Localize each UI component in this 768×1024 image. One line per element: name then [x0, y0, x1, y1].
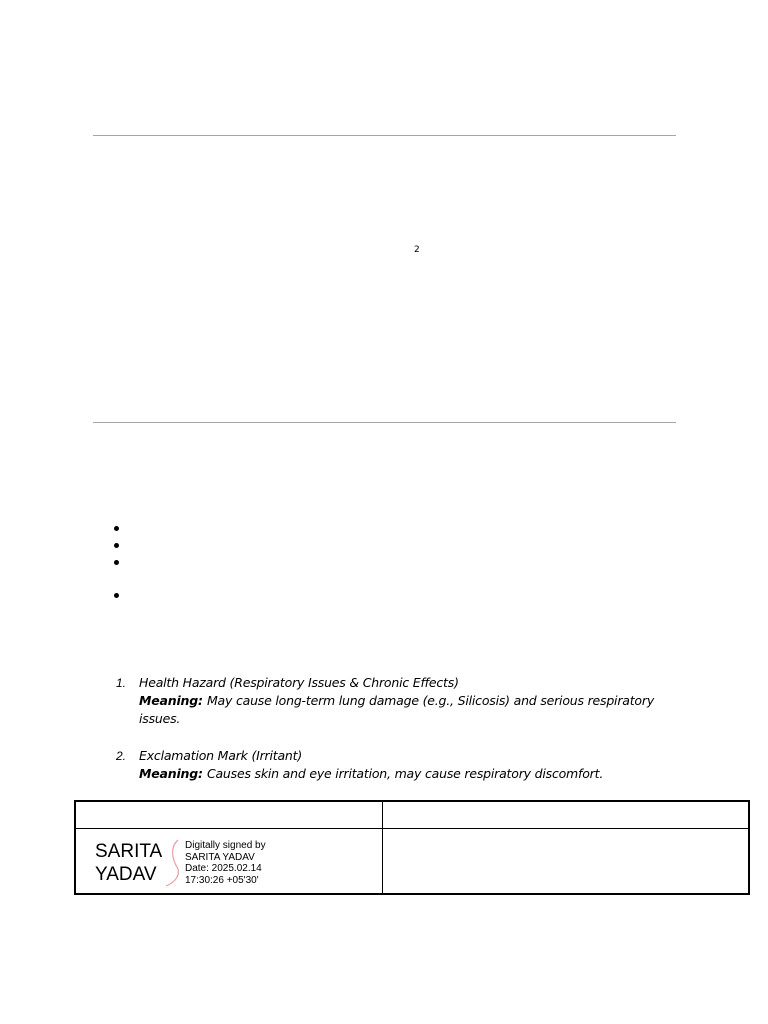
signature-mark-icon	[164, 837, 186, 889]
bullet-point	[114, 554, 122, 562]
signature-details	[185, 840, 266, 886]
signer-name	[95, 840, 162, 886]
signer-first-name: SARITA	[95, 841, 163, 862]
bullet-point	[114, 587, 122, 595]
middle-divider	[93, 422, 676, 423]
bullet-point	[114, 537, 122, 545]
signer-last-name: YADAV	[95, 864, 157, 885]
pictogram-item	[116, 747, 676, 785]
pictogram-title: Exclamation Mark (Irritant)	[139, 748, 303, 763]
table-row-divider	[76, 828, 748, 829]
top-divider	[93, 135, 676, 136]
signature-detail-line: Digitally signed by	[185, 840, 266, 851]
meaning-text: May cause long-term lung damage (e.g., Silicosis) and serious respiratory issues.	[139, 693, 655, 726]
meaning-label: Meaning:	[139, 766, 207, 781]
item-number: 2.	[116, 749, 127, 763]
bullet-point	[114, 520, 122, 528]
page-number: 2	[414, 245, 420, 255]
signature-table	[74, 800, 750, 895]
item-number: 1.	[116, 676, 127, 690]
table-column-divider	[382, 802, 383, 893]
pictogram-item	[116, 674, 676, 730]
meaning-text: Causes skin and eye irritation, may cause respiratory discomfort.	[206, 766, 604, 781]
pictogram-title: Health Hazard (Respiratory Issues & Chronic Effects)	[139, 675, 459, 690]
signature-detail-line: Date: 2025.02.14	[185, 863, 262, 874]
signature-detail-line: 17:30:26 +05'30'	[185, 874, 259, 886]
signature-detail-line: SARITA YADAV	[185, 851, 255, 863]
meaning-label: Meaning:	[139, 693, 207, 708]
